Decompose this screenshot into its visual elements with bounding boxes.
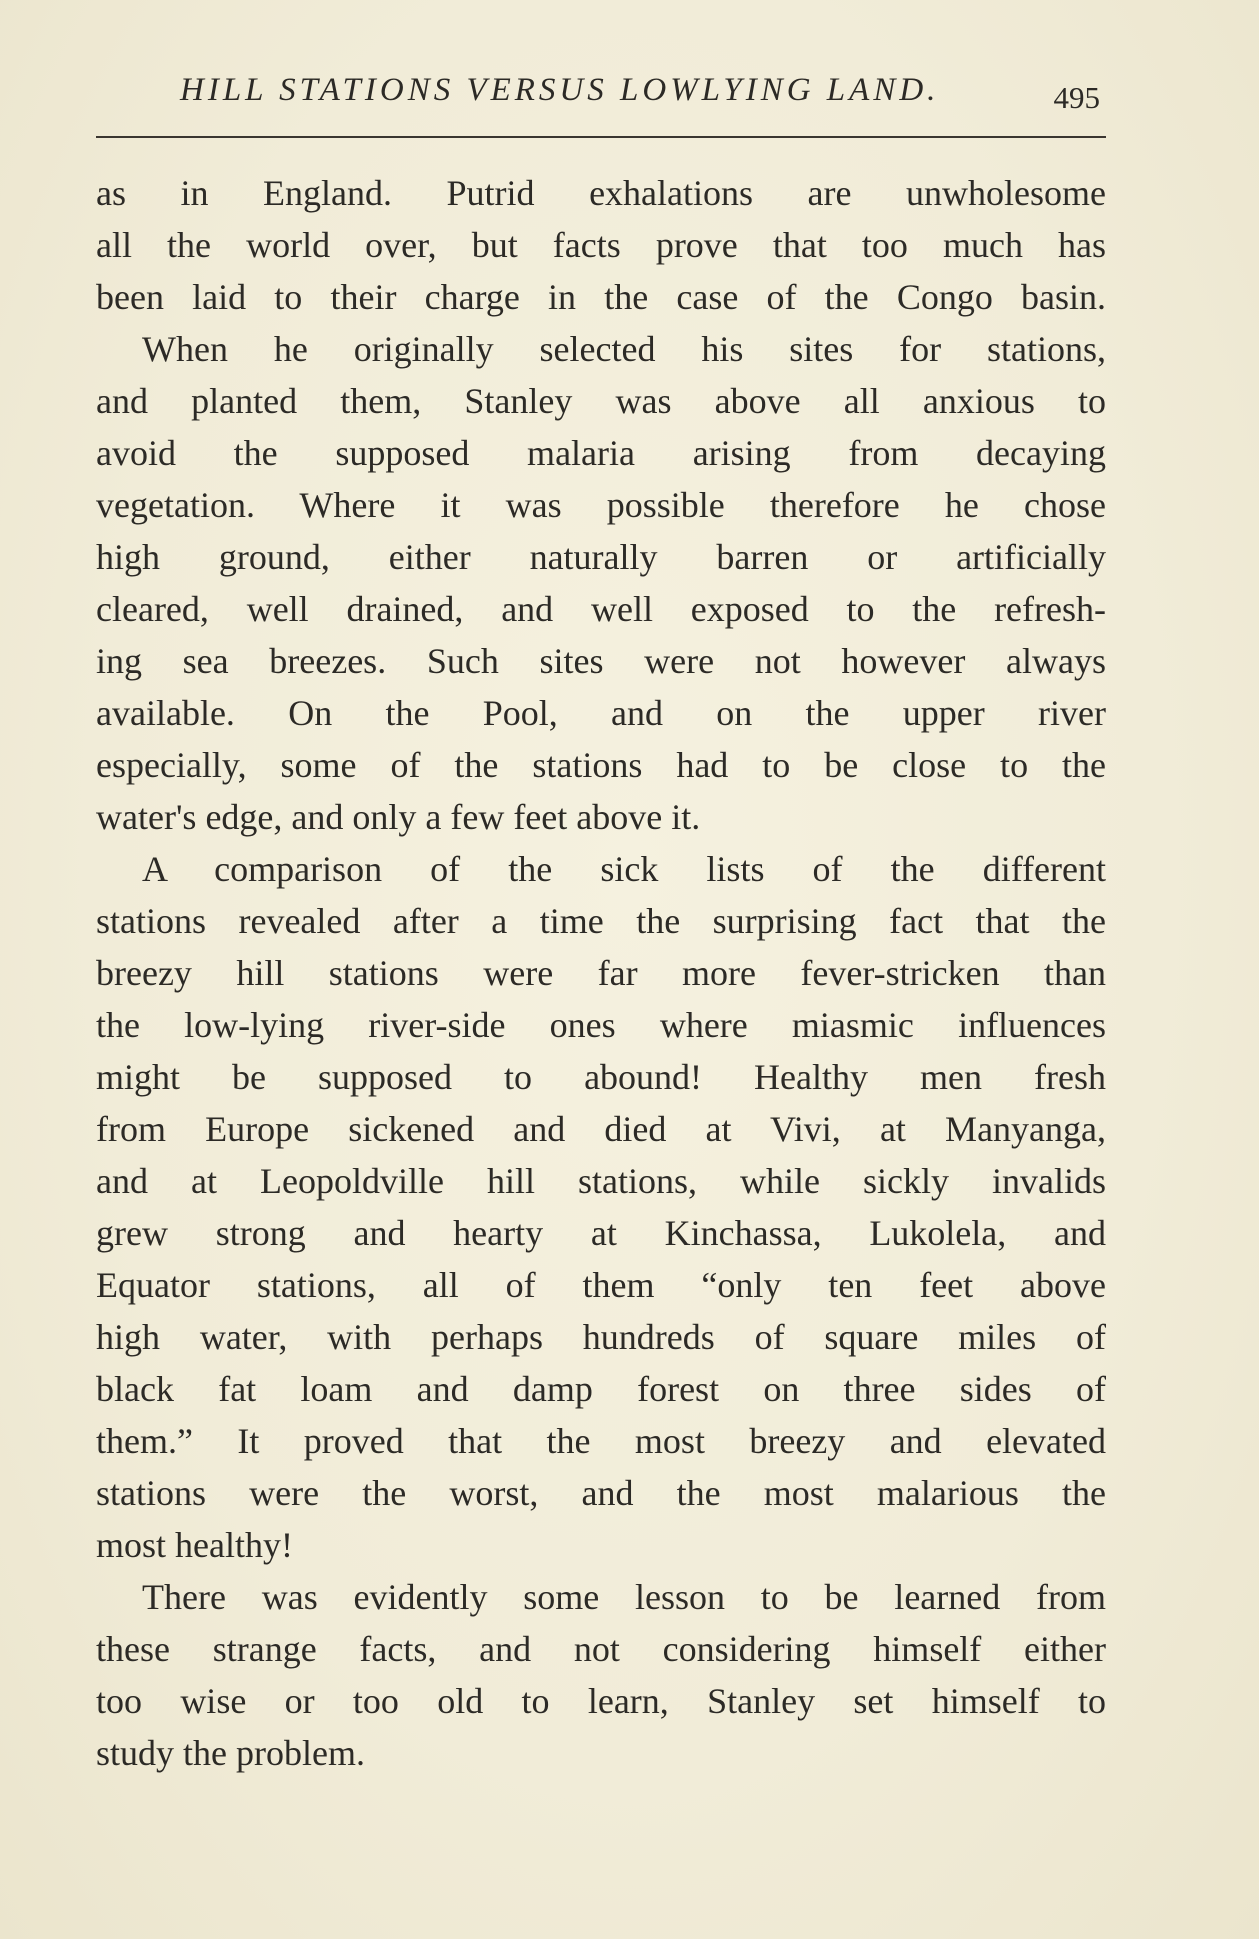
text-line: stations revealed after a time the surprising fact that the <box>96 901 1106 941</box>
running-head <box>96 66 1106 116</box>
text-line: ing sea breezes. Such sites were not however always <box>96 641 1106 681</box>
text-line: all the world over, but facts prove that too much has <box>96 225 1106 265</box>
text-line: the low-lying river-side ones where miasmic influences <box>96 1005 1106 1045</box>
text-line: high water, with perhaps hundreds of square miles of <box>96 1317 1106 1357</box>
paragraph-start-line: When he originally selected his sites for stations, <box>142 329 1106 369</box>
text-line: and at Leopoldville hill stations, while sickly invalids <box>96 1161 1106 1201</box>
text-line: might be supposed to abound! Healthy men fresh <box>96 1057 1106 1097</box>
body-text <box>96 167 1106 1779</box>
text-line: been laid to their charge in the case of the Congo basin. <box>96 277 1106 317</box>
running-title: HILL STATIONS VERSUS LOWLYING LAND. <box>180 72 940 108</box>
page-number: 495 <box>1053 80 1100 115</box>
text-line: cleared, well drained, and well exposed to the refresh- <box>96 589 1106 629</box>
text-line: them.” It proved that the most breezy and elevated <box>96 1421 1106 1461</box>
text-line: and planted them, Stanley was above all anxious to <box>96 381 1106 421</box>
paragraph-start-line: There was evidently some lesson to be learned from <box>142 1577 1106 1617</box>
text-line: as in England. Putrid exhalations are unwholesome <box>96 173 1106 213</box>
paragraph-start-line: A comparison of the sick lists of the different <box>142 849 1106 889</box>
paragraph-end-line: most healthy! <box>96 1525 293 1565</box>
text-line: too wise or too old to learn, Stanley set himself to <box>96 1681 1106 1721</box>
text-line: grew strong and hearty at Kinchassa, Lukolela, and <box>96 1213 1106 1253</box>
header-rule <box>96 136 1106 138</box>
text-line: especially, some of the stations had to be close to the <box>96 745 1106 785</box>
paragraph-end-line: study the problem. <box>96 1733 365 1773</box>
text-line: vegetation. Where it was possible therefore he chose <box>96 485 1106 525</box>
text-line: high ground, either naturally barren or artificially <box>96 537 1106 577</box>
text-line: black fat loam and damp forest on three sides of <box>96 1369 1106 1409</box>
text-line: Equator stations, all of them “only ten feet above <box>96 1265 1106 1305</box>
text-line: available. On the Pool, and on the upper river <box>96 693 1106 733</box>
text-line: stations were the worst, and the most malarious the <box>96 1473 1106 1513</box>
text-line: avoid the supposed malaria arising from decaying <box>96 433 1106 473</box>
paragraph-end-line: water's edge, and only a few feet above it. <box>96 797 701 837</box>
text-line: breezy hill stations were far more fever-stricken than <box>96 953 1106 993</box>
text-line: these strange facts, and not considering himself either <box>96 1629 1106 1669</box>
text-line: from Europe sickened and died at Vivi, at Manyanga, <box>96 1109 1106 1149</box>
